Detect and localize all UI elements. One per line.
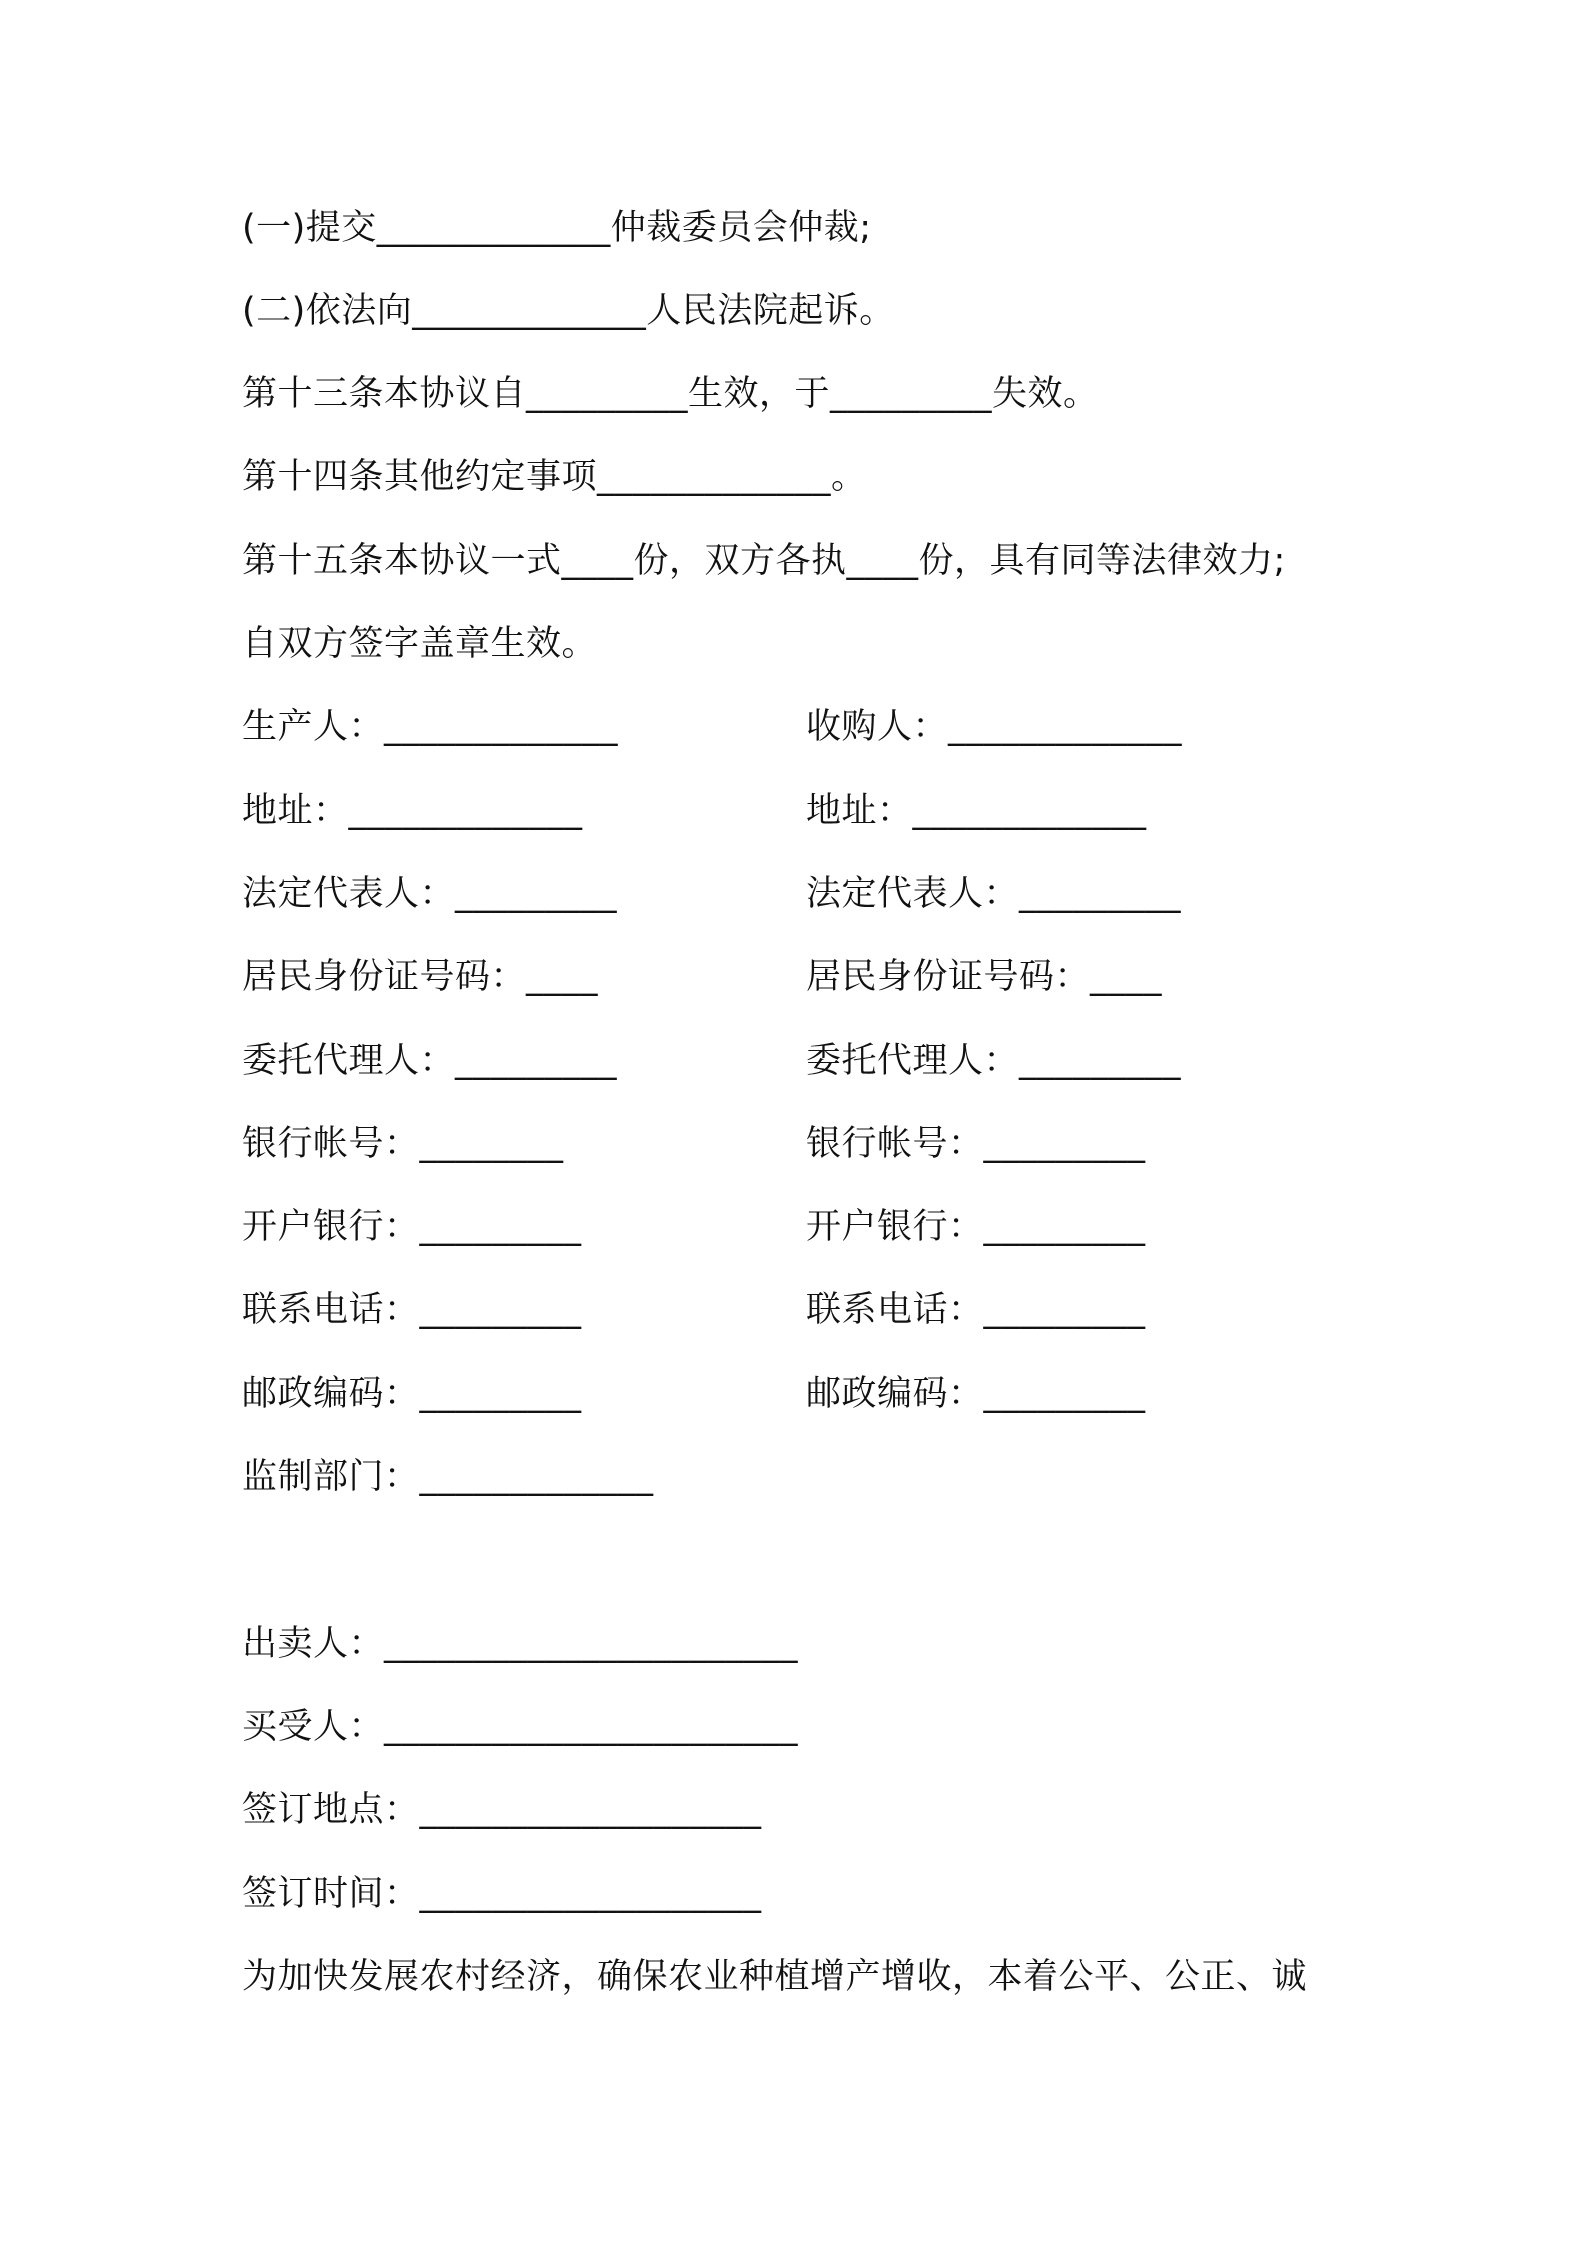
supervisor-field: 监制部门：_____________ [242,1457,654,1497]
producer-bank-account-field: 银行帐号：________ [242,1124,564,1164]
article-14: 第十四条其他约定事项_____________。 [242,457,867,497]
producer-address-field: 地址：_____________ [242,791,583,831]
purchaser-bank-field: 开户银行：_________ [806,1207,1146,1247]
article-15: 第十五条本协议一式____份，双方各执____份，具有同等法律效力; [242,541,1286,581]
buyer-field: 买受人：_______________________ [242,1707,799,1747]
producer-legal-rep-field: 法定代表人：_________ [242,874,618,914]
producer-agent-field: 委托代理人：_________ [242,1041,618,1081]
seller-field: 出卖人：_______________________ [242,1624,799,1664]
producer-postcode-field: 邮政编码：_________ [242,1374,582,1414]
purchaser-address-field: 地址：_____________ [806,791,1147,831]
signing-time-field: 签订时间：___________________ [242,1874,762,1914]
purchaser-name-field: 收购人：_____________ [806,707,1183,747]
clause-arbitration: (一)提交_____________仲裁委员会仲裁; [242,208,872,248]
intro-paragraph: 为加快发展农村经济，确保农业种植增产增收，本着公平、公正、诚 [242,1957,1308,1997]
purchaser-bank-account-field: 银行帐号：_________ [806,1124,1146,1164]
purchaser-agent-field: 委托代理人：_________ [806,1041,1182,1081]
producer-name-field: 生产人：_____________ [242,707,619,747]
producer-bank-field: 开户银行：_________ [242,1207,582,1247]
effective-clause: 自双方签字盖章生效。 [242,624,598,664]
producer-phone-field: 联系电话：_________ [242,1290,582,1330]
clause-litigation: (二)依法向_____________人民法院起诉。 [242,291,895,331]
signing-place-field: 签订地点：___________________ [242,1790,762,1830]
purchaser-id-field: 居民身份证号码：____ [806,957,1163,997]
purchaser-postcode-field: 邮政编码：_________ [806,1374,1146,1414]
article-13: 第十三条本协议自_________生效，于_________失效。 [242,374,1099,414]
producer-id-field: 居民身份证号码：____ [242,957,599,997]
purchaser-phone-field: 联系电话：_________ [806,1290,1146,1330]
purchaser-legal-rep-field: 法定代表人：_________ [806,874,1182,914]
